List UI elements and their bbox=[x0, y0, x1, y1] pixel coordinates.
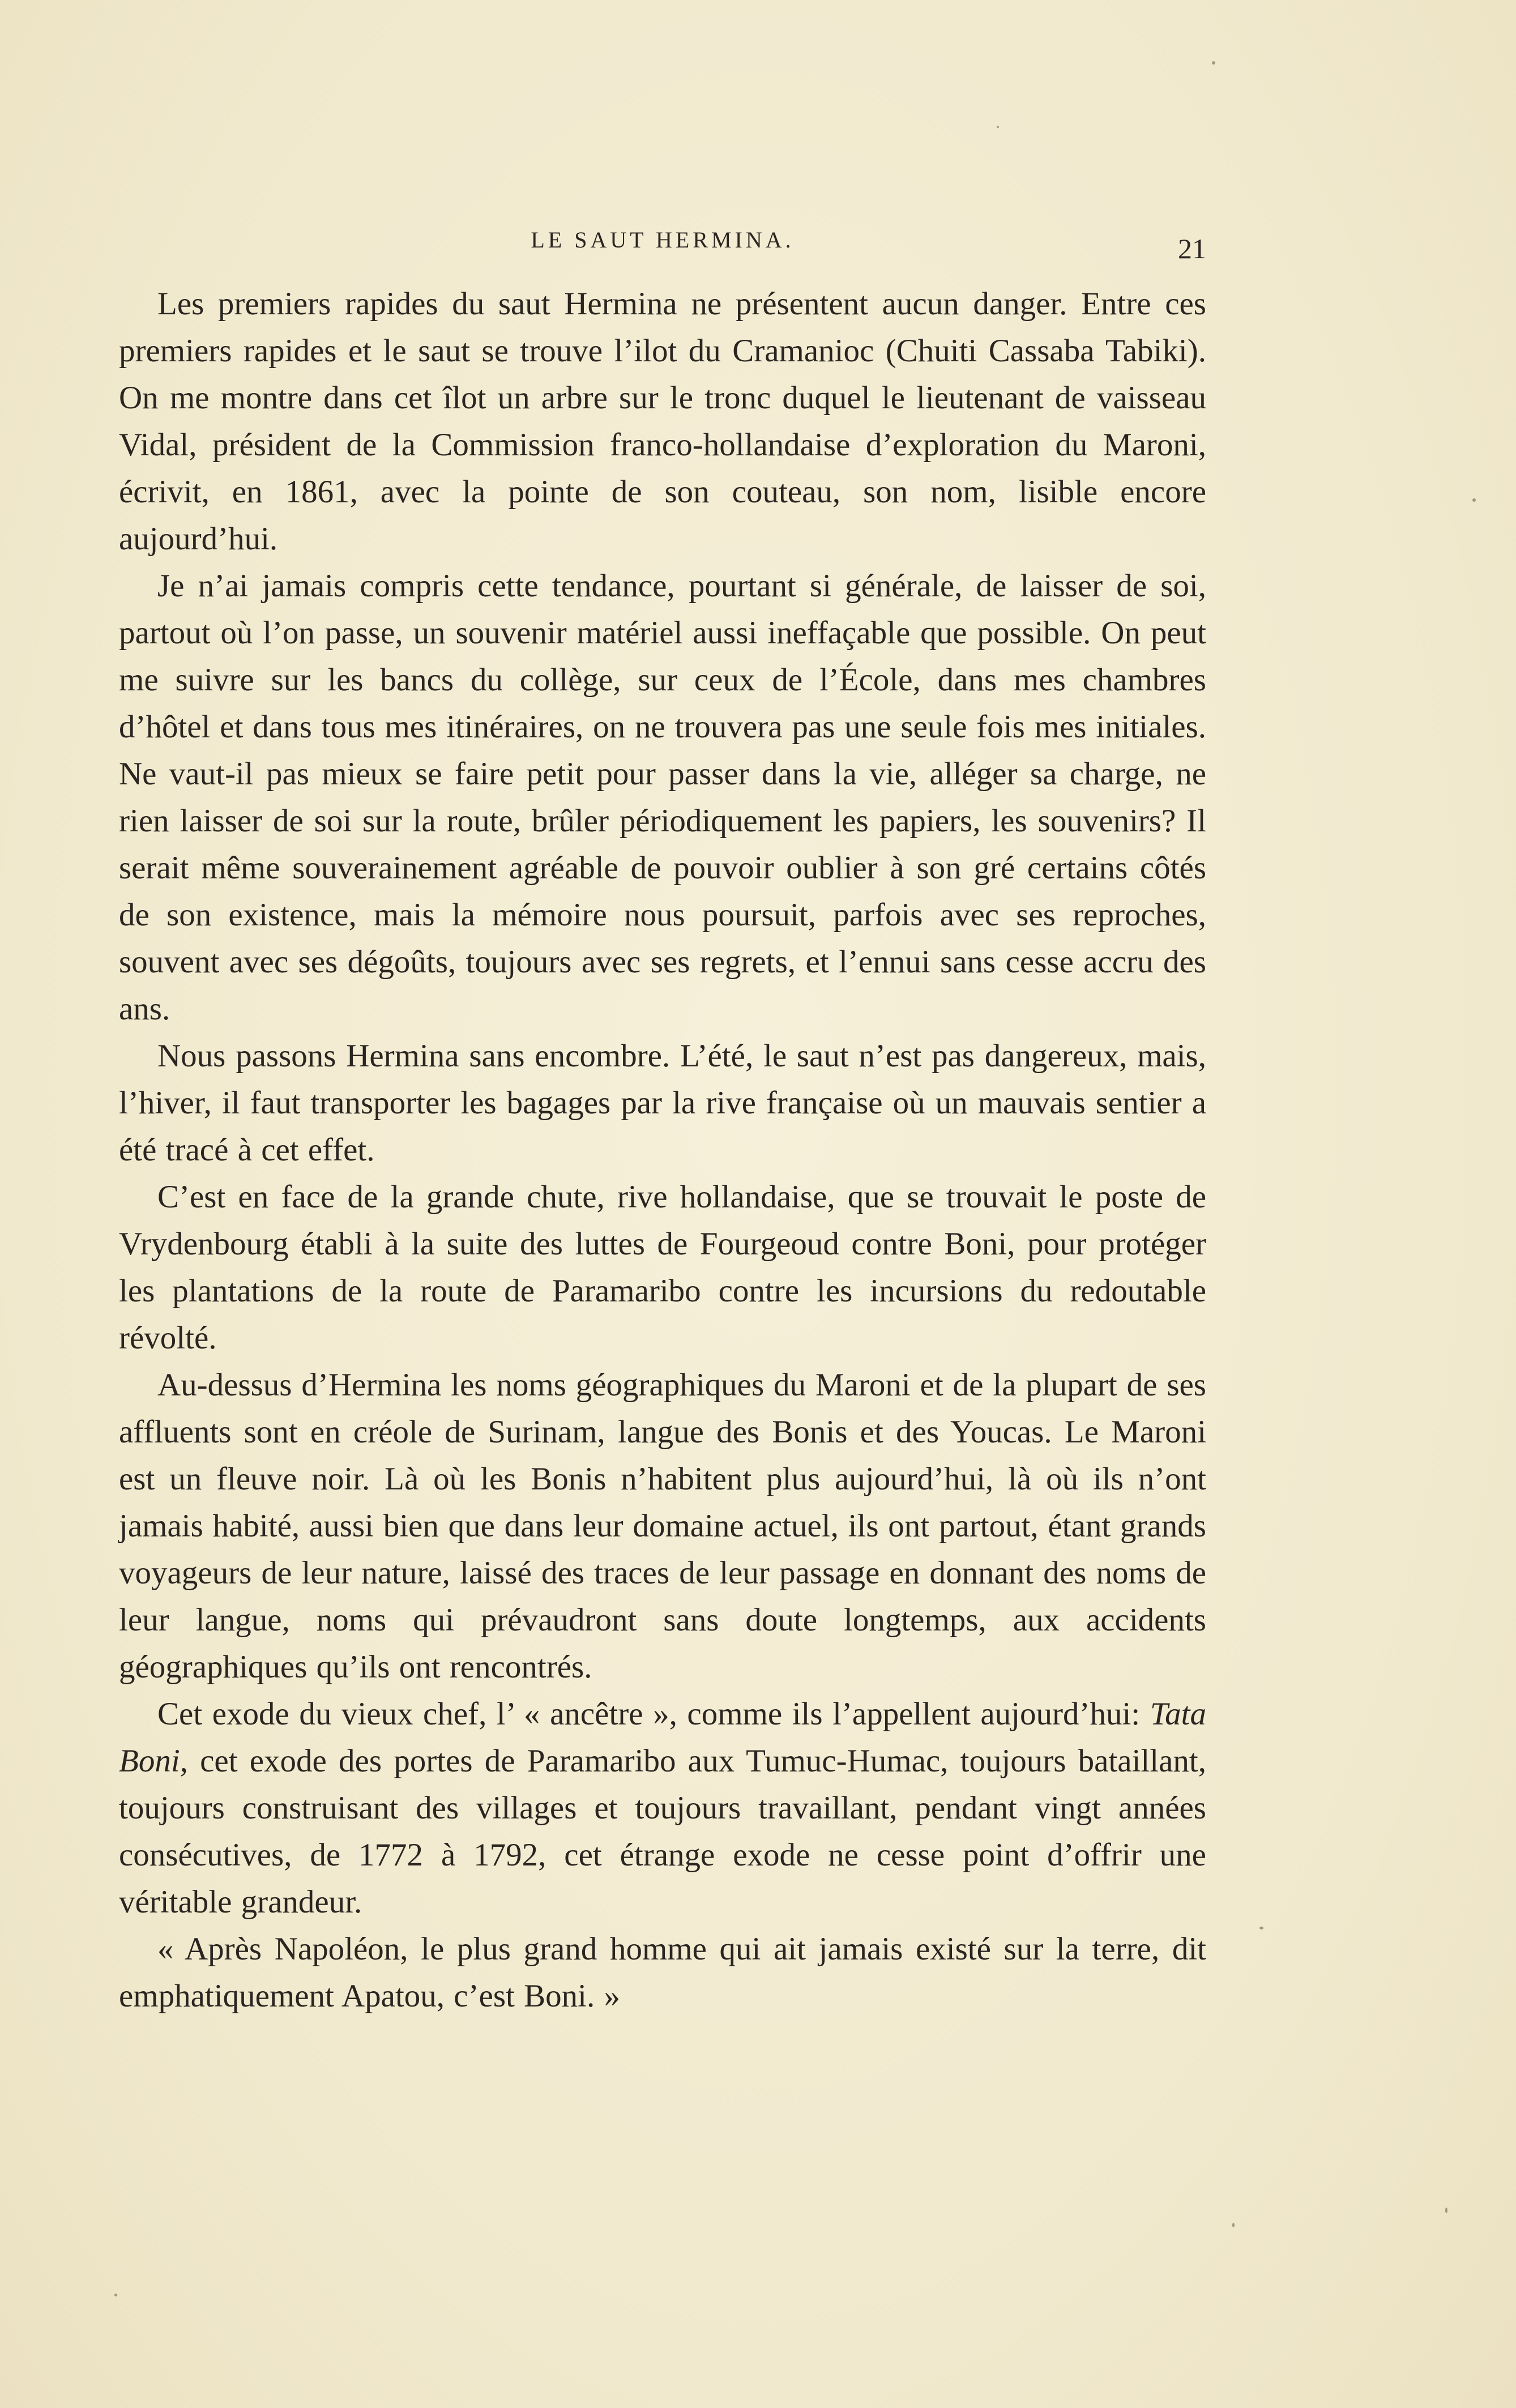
running-head bbox=[119, 222, 1206, 262]
paragraph-1: Les premiers rapides du saut Hermina ne présentent aucun danger. Entre ces premiers rapides et le saut se trouve l’ilot du Cramanioc (Chuiti Cassaba Tabiki). On me montre dans cet îlot un arbre sur le tronc duquel le lieutenant de vaisseau Vidal, président de la Commission franco-hollandaise d’exploration du Maroni, écrivit, en 1861, avec la pointe de son couteau, son nom, lisible encore aujourd’hui. bbox=[119, 286, 1206, 557]
print-speck bbox=[114, 2294, 117, 2296]
paragraph-3: Nous passons Hermina sans encombre. L’été, le saut n’est pas dangereux, mais, l’hiver, il faut transporter les bagages par la rive française où un mauvais sentier a été tracé à cet effet. bbox=[119, 1038, 1206, 1168]
paragraph-6-start: Cet exode du vieux chef, l’ « ancêtre », comme ils l’appellent aujourd’hui: bbox=[157, 1696, 1150, 1732]
running-title: LE SAUT HERMINA. bbox=[531, 227, 795, 253]
print-speck bbox=[997, 126, 999, 128]
print-speck bbox=[1232, 2223, 1235, 2227]
print-speck bbox=[1472, 498, 1476, 502]
body-text bbox=[119, 280, 1206, 2020]
paragraph-6-italic-name: Tata Boni bbox=[119, 1696, 1206, 1779]
print-speck bbox=[1212, 61, 1215, 65]
page-number: 21 bbox=[1178, 233, 1206, 264]
paragraph-7: « Après Napoléon, le plus grand homme qui ait jamais existé sur la terre, dit emphatiquement Apatou, c’est Boni. » bbox=[119, 1931, 1206, 2014]
paragraph-4: C’est en face de la grande chute, rive hollandaise, que se trouvait le poste de Vrydenbourg établi à la suite des luttes de Fourgeoud contre Boni, pour protéger les plantations de la route de Paramaribo contre les incursions du redoutable révolté. bbox=[119, 1179, 1206, 1356]
print-speck bbox=[1445, 2208, 1447, 2213]
paragraph-5: Au-dessus d’Hermina les noms géographiques du Maroni et de la plupart de ses affluents sont en créole de Surinam, langue des Bonis et des Youcas. Le Maroni est un fleuve noir. Là où les Bonis n’habitent plus aujourd’hui, là où ils n’ont jamais habité, aussi bien que dans leur domaine actuel, ils ont partout, étant grands voyageurs de leur nature, laissé des traces de leur passage en donnant des noms de leur langue, noms qui prévaudront sans doute longtemps, aux accidents géographiques qu’ils ont rencontrés. bbox=[119, 1367, 1206, 1685]
paragraph-2: Je n’ai jamais compris cette tendance, pourtant si générale, de laisser de soi, partout où l’on passe, un souvenir matériel aussi ineffaçable que possible. On peut me suivre sur les bancs du collège, sur ceux de l’École, dans mes chambres d’hôtel et dans tous mes itinéraires, on ne trouvera pas une seule fois mes initiales. Ne vaut-il pas mieux se faire petit pour passer dans la vie, alléger sa charge, ne rien laisser de soi sur la route, brûler périodiquement les papiers, les souvenirs? Il serait même souverainement agréable de pouvoir oublier à son gré certains côtés de son existence, mais la mémoire nous poursuit, parfois avec ses reproches, souvent avec ses dégoûts, toujours avec ses regrets, et l’ennui sans cesse accru des ans. bbox=[119, 568, 1206, 1027]
print-speck bbox=[1259, 1927, 1263, 1929]
paragraph-6-rest: , cet exode des portes de Paramaribo aux Tumuc-Humac, toujours bataillant, toujours construisant des villages et toujours travaillant, pendant vingt années consécutives, de 1772 à 1792, cet étrange exode ne cesse point d’offrir une véritable grandeur. bbox=[119, 1743, 1206, 1920]
paragraph-6 bbox=[119, 1690, 1206, 1925]
